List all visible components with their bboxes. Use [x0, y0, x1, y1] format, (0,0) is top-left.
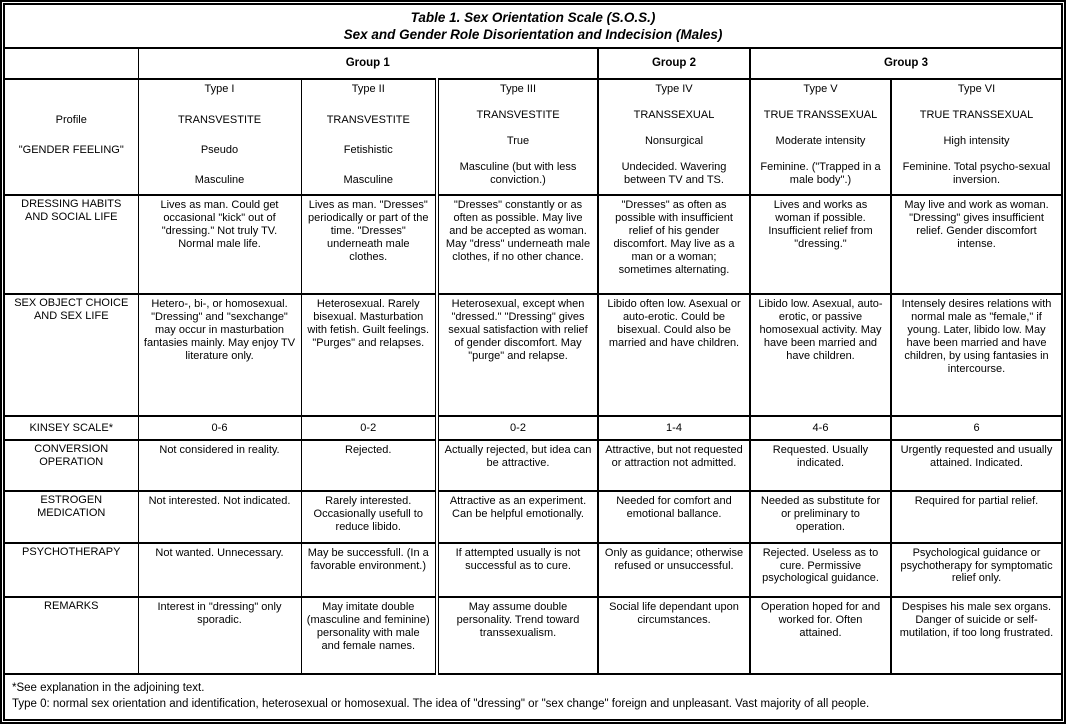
psychotherapy-row-label: PSYCHOTHERAPY	[5, 543, 138, 598]
title-row	[5, 5, 1061, 48]
group-2-header: Group 2	[598, 48, 750, 79]
spacer	[10, 174, 133, 187]
estrogen-medication-row	[5, 491, 1061, 543]
type-label: Type IV	[655, 83, 693, 96]
kinsey-type-vi-cell: 6	[891, 416, 1061, 441]
gender-feeling-label: "GENDER FEELING"	[18, 144, 124, 157]
conversion-type-ii-cell: Rejected.	[301, 440, 437, 491]
sex-object-row	[5, 294, 1061, 416]
sex-object-type-iii-cell: Heterosexual, except when "dressed." "Dressing" gives sexual satisfaction with relief of gender discomfort. May "purge" and relapse.	[437, 294, 598, 416]
table-title-cell	[5, 5, 1061, 48]
remarks-type-i-cell: Interest in "dressing" only sporadic.	[138, 597, 301, 673]
conversion-type-v-cell: Requested. Usually indicated.	[750, 440, 891, 491]
profile-type-iv-cell	[598, 79, 750, 195]
type-name: TRANSVESTITE	[177, 113, 262, 126]
type-intensity: Moderate intensity	[775, 135, 866, 148]
type-label: Type V	[803, 83, 838, 96]
profile-row	[5, 79, 1061, 195]
estrogen-type-ii-cell: Rarely interested. Occasionally usefull to reduce libido.	[301, 491, 437, 543]
psychotherapy-type-i-cell: Not wanted. Unnecessary.	[138, 543, 301, 598]
remarks-row	[5, 597, 1061, 673]
dressing-type-vi-cell: May live and work as woman. "Dressing" gives insufficient relief. Gender discomfort intense.	[891, 195, 1061, 294]
profile-type-v-cell	[750, 79, 891, 195]
type-name: TRUE TRANSSEXUAL	[919, 109, 1034, 122]
conversion-operation-row-label: CONVERSION OPERATION	[5, 440, 138, 491]
table-title-line2: Sex and Gender Role Disorientation and Indecision (Males)	[343, 27, 723, 43]
sex-object-type-vi-cell: Intensely desires relations with normal male as "female," if young. Later, libido low. May have been married and have children, by using fantasies in intercourse.	[891, 294, 1061, 416]
dressing-type-iii-cell: "Dresses" constantly or as often as possible. May live and be accepted as woman. May "dress" underneath male clothes, if no other chance.	[437, 195, 598, 294]
sex-object-type-i-cell: Hetero-, bi-, or homosexual. "Dressing" and "sexchange" may occur in masturbation fantasies mainly. May enjoy TV literature only.	[138, 294, 301, 416]
kinsey-type-ii-cell: 0-2	[301, 416, 437, 441]
kinsey-scale-row-label: KINSEY SCALE*	[5, 416, 138, 441]
remarks-type-ii-cell: May imitate double (masculine and feminine) personality with male and female names.	[301, 597, 437, 673]
psychotherapy-row	[5, 543, 1061, 598]
type-feeling: Masculine	[343, 174, 394, 187]
remarks-type-iv-cell: Social life dependant upon circumstances.	[598, 597, 750, 673]
type-name: TRUE TRANSSEXUAL	[763, 109, 878, 122]
group-1-header: Group 1	[138, 48, 598, 79]
kinsey-type-iv-cell: 1-4	[598, 416, 750, 441]
conversion-type-iv-cell: Attractive, but not requested or attraction not admitted.	[598, 440, 750, 491]
estrogen-type-i-cell: Not interested. Not indicated.	[138, 491, 301, 543]
group-header-empty-cell	[5, 48, 138, 79]
group-header-row	[5, 48, 1061, 79]
conversion-type-i-cell: Not considered in reality.	[138, 440, 301, 491]
dressing-habits-row	[5, 195, 1061, 294]
sex-object-type-iv-cell: Libido often low. Asexual or auto-erotic. Could be bisexual. Could also be married and have children.	[598, 294, 750, 416]
estrogen-type-vi-cell: Required for partial relief.	[891, 491, 1061, 543]
type-label: Type III	[499, 83, 537, 96]
dressing-type-v-cell: Lives and works as woman if possible. Insufficient relief from "dressing."	[750, 195, 891, 294]
remarks-type-vi-cell: Despises his male sex organs. Danger of suicide or self-mutilation, if too long frustrated.	[891, 597, 1061, 673]
group-3-header: Group 3	[750, 48, 1061, 79]
type-intensity: True	[506, 135, 530, 148]
sex-object-row-label: SEX OBJECT CHOICE AND SEX LIFE	[5, 294, 138, 416]
dressing-type-i-cell: Lives as man. Could get occasional "kick" out of "dressing." Not truly TV. Normal male life.	[138, 195, 301, 294]
type-intensity: Fetishistic	[343, 144, 393, 157]
estrogen-type-iii-cell: Attractive as an experiment. Can be helpful emotionally.	[437, 491, 598, 543]
sex-orientation-scale-table	[5, 5, 1061, 719]
sex-object-type-ii-cell: Heterosexual. Rarely bisexual. Masturbation with fetish. Guilt feelings. "Purges" and relapses.	[301, 294, 437, 416]
table-title-line1: Table 1. Sex Orientation Scale (S.O.S.)	[410, 9, 656, 25]
estrogen-medication-row-label: ESTROGEN MEDICATION	[5, 491, 138, 543]
psychotherapy-type-v-cell: Rejected. Useless as to cure. Permissive psychological guidance.	[750, 543, 891, 598]
profile-type-vi-cell	[891, 79, 1061, 195]
type-feeling: Masculine	[194, 174, 245, 187]
psychotherapy-type-iv-cell: Only as guidance; otherwise refused or unsuccessful.	[598, 543, 750, 598]
type-name: TRANSVESTITE	[326, 113, 410, 126]
profile-type-i-cell	[138, 79, 301, 195]
type-name: TRANSSEXUAL	[633, 109, 715, 122]
spacer	[10, 83, 133, 96]
kinsey-scale-row	[5, 416, 1061, 441]
profile-type-iii-cell	[437, 79, 598, 195]
dressing-habits-row-label: DRESSING HABITS AND SOCIAL LIFE	[5, 195, 138, 294]
conversion-operation-row	[5, 440, 1061, 491]
type-feeling: Masculine (but with less conviction.)	[459, 161, 577, 187]
type-label: Type II	[351, 83, 385, 96]
type-intensity: High intensity	[943, 135, 1010, 148]
conversion-type-iii-cell: Actually rejected, but idea can be attractive.	[437, 440, 598, 491]
type-intensity: Pseudo	[200, 144, 239, 157]
footnote-type-0: Type 0: normal sex orientation and identification, heterosexual or homosexual. The idea of "dressing" or "sex change" foreign and unpleasant. Vast majority of all people.	[12, 697, 870, 710]
sex-object-type-v-cell: Libido low. Asexual, auto-erotic, or passive homosexual activity. May have been married and have children.	[750, 294, 891, 416]
conversion-type-vi-cell: Urgently requested and usually attained. Indicated.	[891, 440, 1061, 491]
kinsey-type-iii-cell: 0-2	[437, 416, 598, 441]
type-name: TRANSVESTITE	[476, 109, 560, 122]
profile-label: Profile	[55, 113, 87, 126]
type-intensity: Nonsurgical	[644, 135, 704, 148]
estrogen-type-iv-cell: Needed for comfort and emotional ballance.	[598, 491, 750, 543]
kinsey-type-v-cell: 4-6	[750, 416, 891, 441]
remarks-type-v-cell: Operation hoped for and worked for. Often attained.	[750, 597, 891, 673]
psychotherapy-type-vi-cell: Psychological guidance or psychotherapy for symptomatic relief only.	[891, 543, 1061, 598]
dressing-type-ii-cell: Lives as man. "Dresses" periodically or part of the time. "Dresses" underneath male clothes.	[301, 195, 437, 294]
remarks-row-label: REMARKS	[5, 597, 138, 673]
profile-row-label-cell	[5, 79, 138, 195]
footnote-see-explanation: *See explanation in the adjoining text.	[12, 682, 205, 695]
footnotes-cell	[5, 674, 1061, 719]
kinsey-type-i-cell: 0-6	[138, 416, 301, 441]
footnotes-row	[5, 674, 1061, 719]
type-feeling: Feminine. Total psycho-sexual inversion.	[902, 161, 1051, 187]
remarks-type-iii-cell: May assume double personality. Trend toward transsexualism.	[437, 597, 598, 673]
type-feeling: Undecided. Wavering between TV and TS.	[621, 161, 727, 187]
psychotherapy-type-iii-cell: If attempted usually is not successful as to cure.	[437, 543, 598, 598]
profile-type-ii-cell	[301, 79, 437, 195]
dressing-type-iv-cell: "Dresses" as often as possible with insufficient relief of his gender discomfort. May live as a man or a woman; sometimes alternating.	[598, 195, 750, 294]
type-feeling: Feminine. ("Trapped in a male body".)	[760, 161, 881, 187]
estrogen-type-v-cell: Needed as substitute for or preliminary to operation.	[750, 491, 891, 543]
type-label: Type I	[204, 83, 235, 96]
psychotherapy-type-ii-cell: May be successfull. (In a favorable environment.)	[301, 543, 437, 598]
type-label: Type VI	[957, 83, 996, 96]
